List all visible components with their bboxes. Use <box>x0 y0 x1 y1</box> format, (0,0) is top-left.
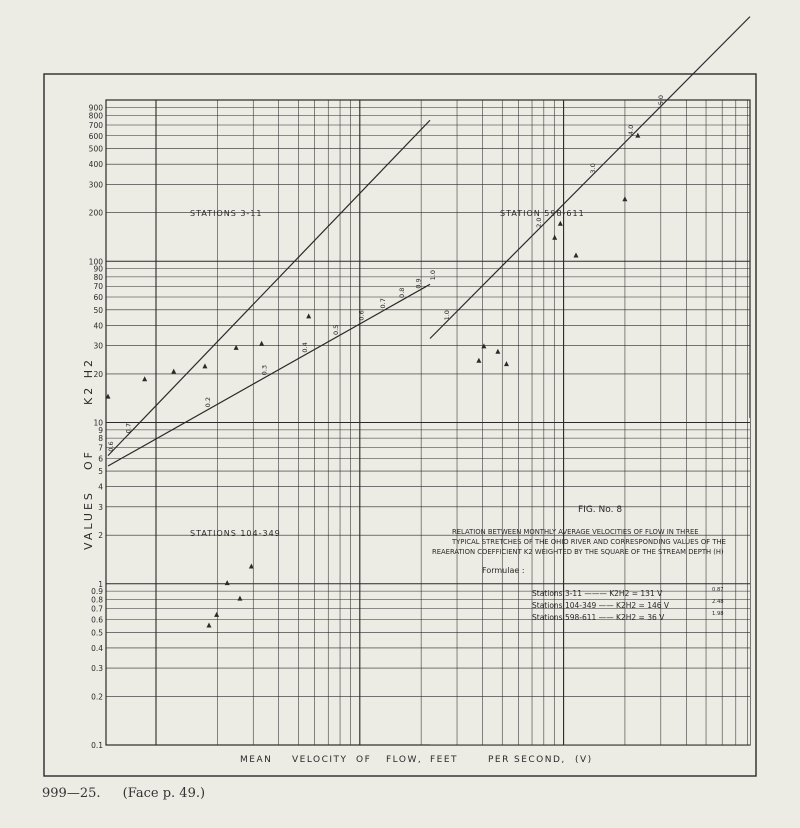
y-tick-label: 100 <box>88 257 103 267</box>
velocity-tick-label: 0.4 <box>300 342 309 353</box>
data-point <box>481 343 486 348</box>
data-point <box>504 361 509 366</box>
x-axis-label-word: FEET <box>430 755 459 765</box>
velocity-tick-label: 3.0 <box>589 163 597 174</box>
velocity-tick-label: 2.0 <box>535 217 544 228</box>
x-axis-label-word: FLOW, <box>386 755 423 765</box>
fit-line <box>430 17 750 339</box>
formula-exponent: 2.48 <box>712 599 724 605</box>
data-point <box>206 623 211 628</box>
plate-note: (Face p. 49.) <box>122 786 206 801</box>
y-tick-label: 300 <box>88 180 103 190</box>
y-tick-label: 30 <box>93 341 103 351</box>
formula: Stations 104-349 —— K2H2 = 146 V <box>532 601 670 610</box>
y-tick-label: 900 <box>88 103 103 113</box>
data-point <box>259 341 264 346</box>
y-tick-label: 10 <box>93 418 103 428</box>
data-point <box>171 369 176 374</box>
y-tick-label: 400 <box>88 160 103 170</box>
y-tick-label: 0.6 <box>91 615 103 625</box>
y-tick-label: 90 <box>93 264 103 274</box>
x-axis-label-word: OF <box>356 755 372 765</box>
y-tick-label: 60 <box>93 293 103 303</box>
y-tick-label: 0.3 <box>91 664 103 674</box>
y-tick-label: 5 <box>98 467 103 477</box>
y-tick-label: 0.4 <box>91 643 103 653</box>
data-point <box>635 133 640 138</box>
y-tick-label: 700 <box>88 120 103 130</box>
data-point <box>225 580 230 585</box>
data-point <box>622 196 627 201</box>
velocity-tick-label: 0.6 <box>357 310 366 321</box>
velocity-tick-label: 1.0 <box>443 310 452 321</box>
y-tick-label: 20 <box>93 369 103 379</box>
y-tick-label: 40 <box>93 321 103 331</box>
caption-line: TYPICAL STRETCHES OF THE OHIO RIVER AND CORRESPONDING VALUES OF THE <box>452 538 726 546</box>
y-tick-label: 0.7 <box>91 604 103 614</box>
velocity-tick-label: 0.7 <box>379 298 388 309</box>
data-point <box>142 376 147 381</box>
x-axis-label-word: MEAN <box>240 755 273 765</box>
data-point <box>558 221 563 226</box>
velocity-tick-label: 0.6 <box>107 441 115 452</box>
caption-line: REAERATION COEFFICIENT K2 WEIGHTED BY THE SQUARE OF THE STREAM DEPTH (H) <box>432 548 724 556</box>
formula-exponent: 0.87 <box>712 587 724 593</box>
velocity-tick-label: 0.2 <box>203 396 212 408</box>
caption-area <box>430 418 750 745</box>
y-tick-label: 80 <box>93 272 103 282</box>
data-point <box>495 349 500 354</box>
velocity-tick-label: 0.3 <box>260 364 269 376</box>
y-tick-label: 500 <box>88 144 103 154</box>
velocity-tick-label: 5.0 <box>656 94 665 106</box>
x-axis-label-word: VELOCITY <box>292 755 348 765</box>
data-point <box>202 363 207 368</box>
y-tick-label: 200 <box>88 208 103 218</box>
y-axis-title-word: K2 H2 <box>82 357 95 405</box>
x-axis-label-word: SECOND, <box>514 755 566 765</box>
data-point <box>237 596 242 601</box>
formula: Stations 3-11 ——— K2H2 = 131 V <box>532 589 663 598</box>
panel-3 <box>430 17 750 366</box>
formula-exponent: 1.98 <box>712 611 724 617</box>
panel-label: STATION 598-611 <box>500 209 585 218</box>
y-tick-label: 50 <box>93 305 103 315</box>
y-tick-label: 4 <box>98 482 103 492</box>
x-axis-label-word: (V) <box>575 755 593 765</box>
y-tick-label: 0.8 <box>91 595 103 605</box>
y-tick-label: 0.1 <box>91 741 103 750</box>
y-tick-label: 9 <box>98 425 103 435</box>
y-tick-label: 2 <box>98 531 103 541</box>
y-tick-label: 6 <box>98 454 103 464</box>
y-tick-label: 0.9 <box>91 587 103 597</box>
velocity-tick-label: 0.5 <box>332 324 341 336</box>
data-point <box>306 313 311 318</box>
y-axis-title-word: VALUES <box>82 490 95 550</box>
x-axis-label-word: PER <box>488 755 510 765</box>
y-tick-label: 70 <box>93 282 103 292</box>
y-tick-label: 800 <box>88 111 103 121</box>
data-point <box>476 358 481 363</box>
velocity-tick-label: 4.0 <box>627 124 636 136</box>
chart-frame <box>44 74 756 776</box>
panel-1 <box>106 209 438 466</box>
data-point <box>552 235 557 240</box>
y-tick-label: 1 <box>98 579 103 589</box>
velocity-tick-label: 0.9 <box>414 278 423 289</box>
y-axis-ticks <box>89 103 104 750</box>
formula: Stations 598-611 —— K2H2 = 36 V <box>532 613 665 622</box>
y-tick-label: 8 <box>98 434 103 444</box>
y-tick-label: 0.5 <box>91 628 103 638</box>
panel-label: STATIONS 104-349 <box>190 529 281 538</box>
data-point <box>214 612 219 617</box>
y-axis-title-word: OF <box>82 449 95 470</box>
y-tick-label: 0.2 <box>91 692 103 702</box>
plate-number: 999—25. <box>42 786 101 801</box>
y-tick-label: 3 <box>98 502 103 512</box>
plate-footer <box>42 786 223 801</box>
velocity-tick-label: 0.8 <box>397 287 406 298</box>
data-point <box>573 252 578 257</box>
velocity-tick-label: 1.0 <box>429 269 437 281</box>
panel-label: STATIONS 3-11 <box>190 209 263 218</box>
y-tick-label: 600 <box>88 131 103 141</box>
figure-number: FIG. No. 8 <box>578 505 623 515</box>
velocity-tick-label: 0.7 <box>124 422 133 434</box>
y-tick-label: 7 <box>98 443 103 453</box>
formulae-heading: Formulae : <box>482 566 525 575</box>
caption-line: RELATION BETWEEN MONTHLY AVERAGE VELOCITIES OF FLOW IN THREE <box>452 528 699 536</box>
